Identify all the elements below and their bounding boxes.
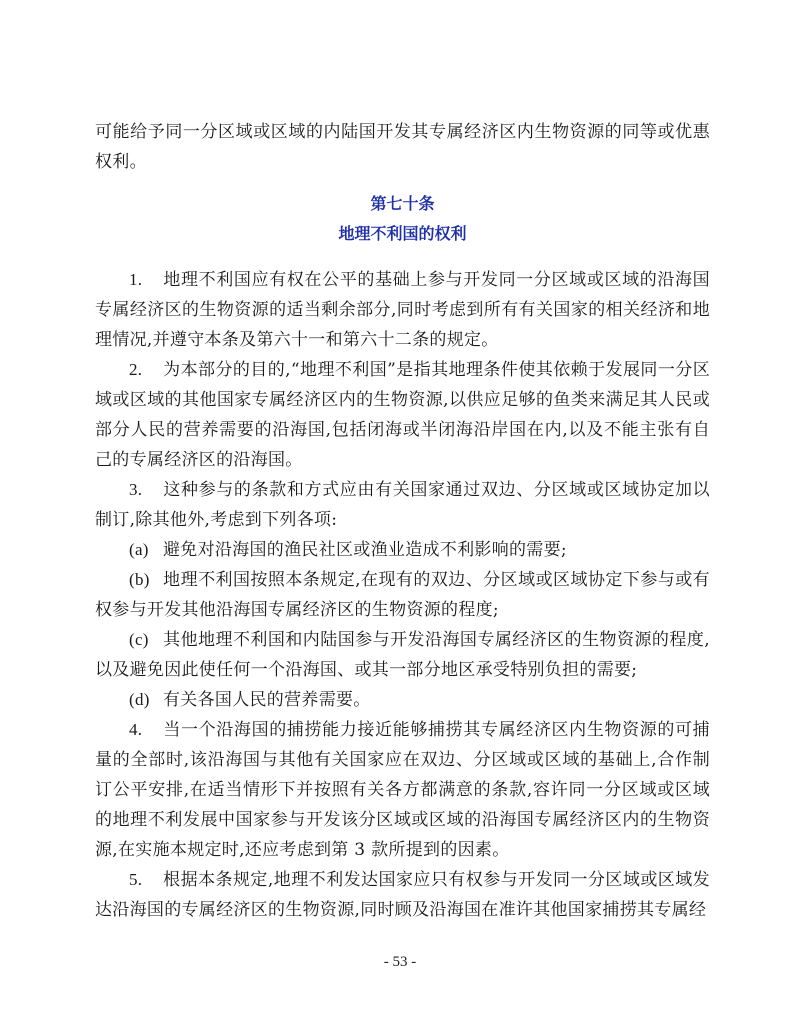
continuation-paragraph: 可能给予同一分区域或区域的内陆国开发其专属经济区内生物资源的同等或优惠权利。 bbox=[95, 122, 710, 172]
item-letter: (b) bbox=[129, 570, 150, 589]
paragraph-number: 2. bbox=[129, 360, 143, 379]
item-text: 有关各国人民的营养需要。 bbox=[163, 690, 371, 710]
item-letter: (a) bbox=[129, 540, 149, 559]
paragraph-1 bbox=[95, 265, 710, 355]
item-d bbox=[95, 685, 710, 715]
paragraph-5 bbox=[95, 865, 710, 925]
item-letter: (d) bbox=[129, 690, 150, 709]
paragraph-text: 为本部分的目的,“地理不利国”是指其地理条件使其依赖于发展同一分区域或区域的其他国家专属经济区内的生物资源,以供应足够的鱼类来满足其人民或部分人民的营养需要的沿海国,包括闭海或半闭海沿岸国在内,以及不能主张有自己的专属经济区的沿海国。 bbox=[95, 360, 710, 470]
paragraph-text: 根据本条规定,地理不利发达国家应只有权参与开发同一分区域或区域发达沿海国的专属经济区的生物资源,同时顾及沿海国在准许其他国家捕捞其专属经 bbox=[95, 870, 710, 920]
paragraph-text: 这种参与的条款和方式应由有关国家通过双边、分区域或区域协定加以制订,除其他外,考虑到下列各项: bbox=[95, 480, 710, 530]
paragraph-2 bbox=[95, 355, 710, 475]
item-text: 其他地理不利国和内陆国参与开发沿海国专属经济区的生物资源的程度,以及避免因此使任何一个沿海国、或其一部分地区承受特别负担的需要; bbox=[95, 630, 710, 680]
paragraph-4 bbox=[95, 715, 710, 865]
paragraph-text: 当一个沿海国的捕捞能力接近能够捕捞其专属经济区内生物资源的可捕量的全部时,该沿海国与其他有关国家应在双边、分区域或区域的基础上,合作制订公平安排,在适当情形下并按照有关各方都满意的条款,容许同一分区域或区域的地理不利发展中国家参与开发该分区域或区域的沿海国专属经济区内的生物资源,在实施本规定时,还应考虑到第 3 款所提到的因素。 bbox=[95, 720, 710, 860]
item-c bbox=[95, 625, 710, 685]
paragraph-3 bbox=[95, 475, 710, 535]
article-title: 地理不利国的权利 bbox=[338, 224, 467, 243]
article-number: 第七十条 bbox=[370, 194, 435, 213]
paragraph-number: 5. bbox=[129, 870, 143, 889]
item-letter: (c) bbox=[129, 630, 149, 649]
item-a bbox=[95, 535, 710, 565]
paragraph-number: 3. bbox=[129, 480, 143, 499]
paragraph-text: 地理不利国应有权在公平的基础上参与开发同一分区域或区域的沿海国专属经济区的生物资源的适当剩余部分,同时考虑到所有有关国家的相关经济和地理情况,并遵守本条及第六十一和第六十二条的规定。 bbox=[95, 270, 710, 350]
item-text: 避免对沿海国的渔民社区或渔业造成不利影响的需要; bbox=[163, 540, 567, 560]
paragraph-number: 1. bbox=[129, 270, 143, 289]
page-number: - 53 - bbox=[383, 954, 417, 970]
document-page bbox=[95, 117, 710, 925]
item-b bbox=[95, 565, 710, 625]
item-text: 地理不利国按照本条规定,在现有的双边、分区域或区域协定下参与或有权参与开发其他沿海国专属经济区的生物资源的程度; bbox=[95, 570, 710, 620]
paragraph-number: 4. bbox=[129, 720, 143, 739]
